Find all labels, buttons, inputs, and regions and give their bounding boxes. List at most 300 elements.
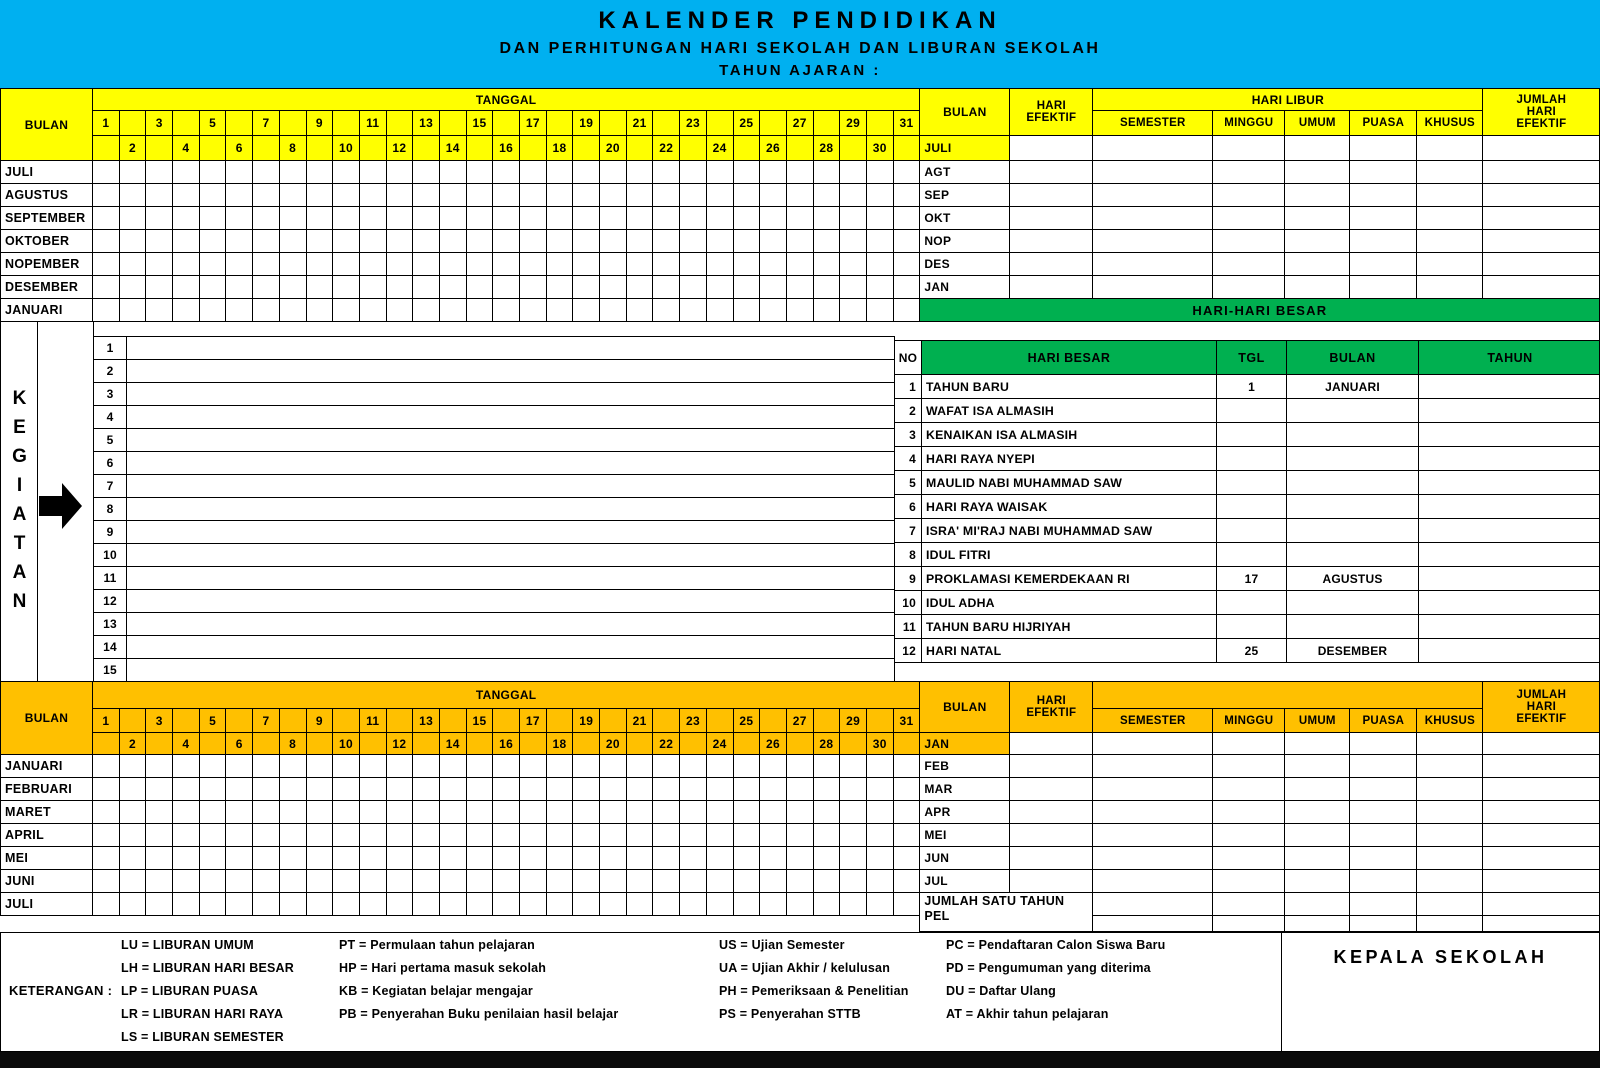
month-row xyxy=(1,161,1600,184)
day-cell xyxy=(386,755,413,778)
day-cell xyxy=(199,801,226,824)
jumlah-hari-efektif-header: JUMLAH HARI EFEKTIF xyxy=(1483,89,1600,136)
day-cell xyxy=(866,755,893,778)
day-cell xyxy=(359,207,386,230)
holiday-tgl-cell: 25 xyxy=(1217,639,1287,663)
date-header-cell: 11 xyxy=(359,111,386,136)
empty-data-cell xyxy=(1093,893,1213,916)
day-cell xyxy=(199,207,226,230)
day-cell xyxy=(199,778,226,801)
day-cell xyxy=(199,230,226,253)
date-header-cell: 29 xyxy=(840,709,867,733)
day-cell xyxy=(93,276,120,299)
day-cell xyxy=(439,299,466,322)
day-cell xyxy=(493,253,520,276)
hari-besar-row xyxy=(895,447,1600,471)
day-cell xyxy=(466,778,493,801)
date-header-cell xyxy=(706,709,733,733)
day-cell xyxy=(653,230,680,253)
day-cell xyxy=(146,276,173,299)
date-header-cell: 16 xyxy=(493,136,520,161)
day-cell xyxy=(866,230,893,253)
day-cell xyxy=(653,253,680,276)
kegiatan-number-cell: 12 xyxy=(94,590,127,613)
day-cell xyxy=(226,755,253,778)
day-cell xyxy=(813,893,840,916)
day-cell xyxy=(119,801,146,824)
libur-type-header: PUASA xyxy=(1350,709,1417,733)
month-row xyxy=(1,253,1600,276)
date-header-cell: 12 xyxy=(386,733,413,755)
month-abbr-cell: JUN xyxy=(920,847,1010,870)
kegiatan-number-cell: 3 xyxy=(94,383,127,406)
date-header-cell: 5 xyxy=(199,111,226,136)
date-header-cell xyxy=(439,111,466,136)
empty-data-cell xyxy=(1350,733,1417,755)
date-header-cell: 26 xyxy=(760,733,787,755)
day-cell xyxy=(253,276,280,299)
holiday-tahun-cell xyxy=(1419,639,1600,663)
month-name-cell: AGUSTUS xyxy=(1,184,93,207)
holiday-bulan-cell: JANUARI xyxy=(1287,375,1419,399)
kegiatan-entry-cell xyxy=(127,613,895,636)
date-header-cell: 20 xyxy=(600,136,627,161)
day-cell xyxy=(520,230,547,253)
date-header-cell xyxy=(653,111,680,136)
date-header-cell xyxy=(706,111,733,136)
legend-item: AT = Akhir tahun pelajaran xyxy=(946,1003,1166,1026)
day-cell xyxy=(146,801,173,824)
day-cell xyxy=(546,778,573,801)
day-cell xyxy=(493,230,520,253)
day-cell xyxy=(600,207,627,230)
day-cell xyxy=(173,778,200,801)
empty-data-cell xyxy=(1213,778,1285,801)
holiday-name-cell: HARI RAYA NYEPI xyxy=(922,447,1217,471)
empty-data-cell xyxy=(1285,893,1350,916)
date-header-cell: 4 xyxy=(173,733,200,755)
day-cell xyxy=(706,847,733,870)
day-cell xyxy=(93,161,120,184)
empty-data-cell xyxy=(1010,824,1093,847)
legend-item: PS = Penyerahan STTB xyxy=(719,1003,909,1026)
day-cell xyxy=(893,253,920,276)
day-cell xyxy=(893,276,920,299)
kegiatan-entry-cell xyxy=(127,360,895,383)
date-header-cell xyxy=(93,136,120,161)
date-header-cell: 9 xyxy=(306,111,333,136)
day-cell xyxy=(466,276,493,299)
month-abbr-cell: MEI xyxy=(920,824,1010,847)
kegiatan-letter: I xyxy=(1,471,38,500)
day-cell xyxy=(520,755,547,778)
empty-data-cell xyxy=(1093,276,1213,299)
day-cell xyxy=(253,253,280,276)
holiday-no-cell: 5 xyxy=(895,471,922,495)
day-cell xyxy=(600,778,627,801)
empty-data-cell xyxy=(1417,893,1483,916)
month-row xyxy=(1,276,1600,299)
day-cell xyxy=(493,184,520,207)
date-header-cell xyxy=(626,136,653,161)
holiday-name-cell: TAHUN BARU HIJRIYAH xyxy=(922,615,1217,639)
day-cell xyxy=(279,253,306,276)
day-cell xyxy=(306,847,333,870)
holiday-tahun-cell xyxy=(1419,519,1600,543)
day-cell xyxy=(760,184,787,207)
kegiatan-letter: G xyxy=(1,442,38,471)
day-cell xyxy=(93,299,120,322)
hari-besar-row xyxy=(895,567,1600,591)
date-header-cell: 20 xyxy=(600,733,627,755)
day-cell xyxy=(333,276,360,299)
holiday-tgl-cell: 17 xyxy=(1217,567,1287,591)
day-cell xyxy=(146,824,173,847)
empty-data-cell xyxy=(1483,253,1600,276)
day-cell xyxy=(573,893,600,916)
day-cell xyxy=(119,184,146,207)
day-cell xyxy=(359,276,386,299)
day-cell xyxy=(573,299,600,322)
holiday-name-cell: TAHUN BARU xyxy=(922,375,1217,399)
holiday-no-cell: 3 xyxy=(895,423,922,447)
day-cell xyxy=(359,778,386,801)
day-cell xyxy=(306,299,333,322)
day-cell xyxy=(466,299,493,322)
hari-efektif-header: HARI EFEKTIF xyxy=(1010,682,1093,733)
date-header-cell: 2 xyxy=(119,136,146,161)
day-cell xyxy=(253,161,280,184)
day-cell xyxy=(466,161,493,184)
date-header-cell xyxy=(626,733,653,755)
empty-data-cell xyxy=(1417,778,1483,801)
holiday-name-cell: HARI NATAL xyxy=(922,639,1217,663)
kegiatan-number-cell: 14 xyxy=(94,636,127,659)
day-cell xyxy=(573,161,600,184)
holiday-tgl-cell xyxy=(1217,447,1287,471)
libur-type-header: KHUSUS xyxy=(1417,111,1483,136)
day-cell xyxy=(493,870,520,893)
empty-data-cell xyxy=(1285,824,1350,847)
empty-data-cell xyxy=(1350,253,1417,276)
date-header-cell xyxy=(733,733,760,755)
empty-data-cell xyxy=(1350,801,1417,824)
day-cell xyxy=(653,824,680,847)
day-cell xyxy=(386,299,413,322)
date-header-cell xyxy=(93,733,120,755)
day-cell xyxy=(226,847,253,870)
date-header-cell xyxy=(146,136,173,161)
day-cell xyxy=(173,801,200,824)
empty-data-cell xyxy=(1417,733,1483,755)
day-cell xyxy=(786,893,813,916)
holiday-name-cell: IDUL ADHA xyxy=(922,591,1217,615)
empty-data-cell xyxy=(1213,136,1285,161)
date-header-cell xyxy=(866,111,893,136)
day-cell xyxy=(813,207,840,230)
day-cell xyxy=(813,230,840,253)
day-cell xyxy=(306,184,333,207)
day-cell xyxy=(333,207,360,230)
month-name-cell: MARET xyxy=(1,801,93,824)
kegiatan-row xyxy=(94,544,895,567)
date-header-cell: 18 xyxy=(546,136,573,161)
day-cell xyxy=(173,184,200,207)
date-header-cell: 22 xyxy=(653,136,680,161)
day-cell xyxy=(413,276,440,299)
date-header-cell xyxy=(786,136,813,161)
day-cell xyxy=(626,299,653,322)
kegiatan-entry-cell xyxy=(127,544,895,567)
day-cell xyxy=(386,276,413,299)
day-cell xyxy=(786,253,813,276)
kegiatan-number-cell: 5 xyxy=(94,429,127,452)
day-cell xyxy=(600,276,627,299)
empty-data-cell xyxy=(1010,253,1093,276)
day-cell xyxy=(493,161,520,184)
kegiatan-letter: E xyxy=(1,413,38,442)
day-cell xyxy=(626,184,653,207)
day-cell xyxy=(626,870,653,893)
empty-data-cell xyxy=(1483,161,1600,184)
date-header-cell xyxy=(199,136,226,161)
day-cell xyxy=(733,870,760,893)
day-cell xyxy=(413,824,440,847)
date-header-cell xyxy=(226,111,253,136)
dates-even-row xyxy=(1,733,1600,755)
day-cell xyxy=(93,778,120,801)
day-cell xyxy=(520,893,547,916)
empty-data-cell xyxy=(1483,824,1600,847)
empty-data-cell xyxy=(1285,184,1350,207)
empty-data-cell xyxy=(1010,276,1093,299)
kegiatan-row xyxy=(94,475,895,498)
month-row xyxy=(1,778,1600,801)
kegiatan-entry-cell xyxy=(127,636,895,659)
day-cell xyxy=(439,276,466,299)
day-cell xyxy=(173,847,200,870)
day-cell xyxy=(359,184,386,207)
day-cell xyxy=(333,230,360,253)
day-cell xyxy=(279,161,306,184)
date-header-cell xyxy=(333,111,360,136)
empty-data-cell xyxy=(1093,824,1213,847)
day-cell xyxy=(359,230,386,253)
day-cell xyxy=(199,824,226,847)
date-header-cell: 10 xyxy=(333,733,360,755)
month-name-cell: SEPTEMBER xyxy=(1,207,93,230)
day-cell xyxy=(226,184,253,207)
day-cell xyxy=(706,778,733,801)
day-cell xyxy=(173,207,200,230)
date-header-cell xyxy=(199,733,226,755)
day-cell xyxy=(93,253,120,276)
day-cell xyxy=(600,230,627,253)
empty-data-cell xyxy=(1285,136,1350,161)
day-cell xyxy=(573,870,600,893)
day-cell xyxy=(840,870,867,893)
day-cell xyxy=(146,755,173,778)
kegiatan-row xyxy=(94,406,895,429)
empty-data-cell xyxy=(1093,253,1213,276)
kegiatan-row xyxy=(94,360,895,383)
day-cell xyxy=(359,847,386,870)
date-header-cell xyxy=(466,136,493,161)
day-cell xyxy=(413,847,440,870)
holiday-no-cell: 8 xyxy=(895,543,922,567)
empty-data-cell xyxy=(1010,184,1093,207)
day-cell xyxy=(226,161,253,184)
holiday-tahun-cell xyxy=(1419,447,1600,471)
day-cell xyxy=(493,801,520,824)
date-header-cell: 18 xyxy=(546,733,573,755)
day-cell xyxy=(520,870,547,893)
date-header-cell: 6 xyxy=(226,733,253,755)
holiday-bulan-cell xyxy=(1287,471,1419,495)
day-cell xyxy=(653,276,680,299)
day-cell xyxy=(93,755,120,778)
day-cell xyxy=(813,778,840,801)
kegiatan-entry-cell xyxy=(127,429,895,452)
day-cell xyxy=(279,184,306,207)
empty-data-cell xyxy=(1010,778,1093,801)
holiday-bulan-cell: AGUSTUS xyxy=(1287,567,1419,591)
month-row xyxy=(1,184,1600,207)
empty-data-cell xyxy=(1483,870,1600,893)
holiday-name-cell: MAULID NABI MUHAMMAD SAW xyxy=(922,471,1217,495)
day-cell xyxy=(760,870,787,893)
day-cell xyxy=(146,253,173,276)
holiday-no-cell: 2 xyxy=(895,399,922,423)
day-cell xyxy=(439,184,466,207)
day-cell xyxy=(173,161,200,184)
date-header-cell: 24 xyxy=(706,733,733,755)
day-cell xyxy=(333,824,360,847)
day-cell xyxy=(253,847,280,870)
day-cell xyxy=(146,870,173,893)
bulan-column-header: BULAN xyxy=(1287,341,1419,375)
day-cell xyxy=(786,755,813,778)
empty-data-cell xyxy=(1213,184,1285,207)
day-cell xyxy=(466,207,493,230)
libur-type-header: UMUM xyxy=(1285,111,1350,136)
month-abbr-cell: MAR xyxy=(920,778,1010,801)
kegiatan-entry-cell xyxy=(127,498,895,521)
day-cell xyxy=(786,207,813,230)
date-header-cell xyxy=(733,136,760,161)
holiday-name-cell: PROKLAMASI KEMERDEKAAN RI xyxy=(922,567,1217,591)
day-cell xyxy=(760,161,787,184)
day-cell xyxy=(146,778,173,801)
day-cell xyxy=(253,184,280,207)
day-cell xyxy=(386,253,413,276)
kegiatan-number-cell: 11 xyxy=(94,567,127,590)
day-cell xyxy=(439,755,466,778)
day-cell xyxy=(893,184,920,207)
kegiatan-rows-table xyxy=(93,336,895,681)
empty-data-cell xyxy=(1483,778,1600,801)
day-cell xyxy=(306,161,333,184)
empty-data-cell xyxy=(1010,230,1093,253)
month-abbr-cell: SEP xyxy=(920,184,1010,207)
day-cell xyxy=(119,847,146,870)
day-cell xyxy=(760,893,787,916)
day-cell xyxy=(840,276,867,299)
month-abbr-cell: JAN xyxy=(920,276,1010,299)
date-header-cell xyxy=(146,733,173,755)
empty-data-cell xyxy=(1213,893,1285,916)
empty-data-cell xyxy=(1350,870,1417,893)
day-cell xyxy=(199,870,226,893)
empty-data-cell xyxy=(1213,755,1285,778)
day-cell xyxy=(786,778,813,801)
header-row-1 xyxy=(1,89,1600,111)
day-cell xyxy=(279,801,306,824)
jumlah-satu-tahun-cell: JUMLAH SATU TAHUN PEL xyxy=(920,893,1093,932)
day-cell xyxy=(119,824,146,847)
legend-item: US = Ujian Semester xyxy=(719,934,909,957)
day-cell xyxy=(386,778,413,801)
empty-data-cell xyxy=(1483,276,1600,299)
legend-item: LU = LIBURAN UMUM xyxy=(121,934,294,957)
dates-odd-row xyxy=(1,111,1600,136)
header-row-1 xyxy=(1,682,1600,709)
empty-data-cell xyxy=(1350,755,1417,778)
holiday-no-cell: 11 xyxy=(895,615,922,639)
stub-row xyxy=(1,916,1600,932)
kepala-sekolah-label: KEPALA SEKOLAH xyxy=(1282,947,1599,968)
empty-data-cell xyxy=(1417,253,1483,276)
kegiatan-row xyxy=(94,337,895,360)
holiday-no-cell: 10 xyxy=(895,591,922,615)
legend-item: PT = Permulaan tahun pelajaran xyxy=(339,934,618,957)
day-cell xyxy=(573,801,600,824)
day-cell xyxy=(93,207,120,230)
day-cell xyxy=(733,893,760,916)
day-cell xyxy=(439,253,466,276)
legend-item: LH = LIBURAN HARI BESAR xyxy=(121,957,294,980)
day-cell xyxy=(439,161,466,184)
empty-data-cell xyxy=(1483,207,1600,230)
day-cell xyxy=(359,253,386,276)
day-cell xyxy=(199,276,226,299)
holiday-bulan-cell xyxy=(1287,543,1419,567)
empty-data-cell xyxy=(1093,916,1213,932)
day-cell xyxy=(146,207,173,230)
kegiatan-section xyxy=(0,322,1600,681)
semester2-calendar-table xyxy=(0,681,1600,932)
date-header-cell xyxy=(253,733,280,755)
day-cell xyxy=(680,755,707,778)
empty-data-cell xyxy=(1010,755,1093,778)
date-header-cell xyxy=(546,111,573,136)
day-cell xyxy=(546,299,573,322)
empty-data-cell xyxy=(1417,801,1483,824)
day-cell xyxy=(279,299,306,322)
month-abbr-cell: OKT xyxy=(920,207,1010,230)
day-cell xyxy=(600,893,627,916)
day-cell xyxy=(760,207,787,230)
date-header-cell: 3 xyxy=(146,111,173,136)
day-cell xyxy=(199,847,226,870)
day-cell xyxy=(93,801,120,824)
legend-item: LP = LIBURAN PUASA xyxy=(121,980,294,1003)
day-cell xyxy=(173,870,200,893)
empty-data-cell xyxy=(1010,847,1093,870)
holiday-tahun-cell xyxy=(1419,375,1600,399)
empty-data-cell xyxy=(1417,207,1483,230)
holiday-tahun-cell xyxy=(1419,495,1600,519)
